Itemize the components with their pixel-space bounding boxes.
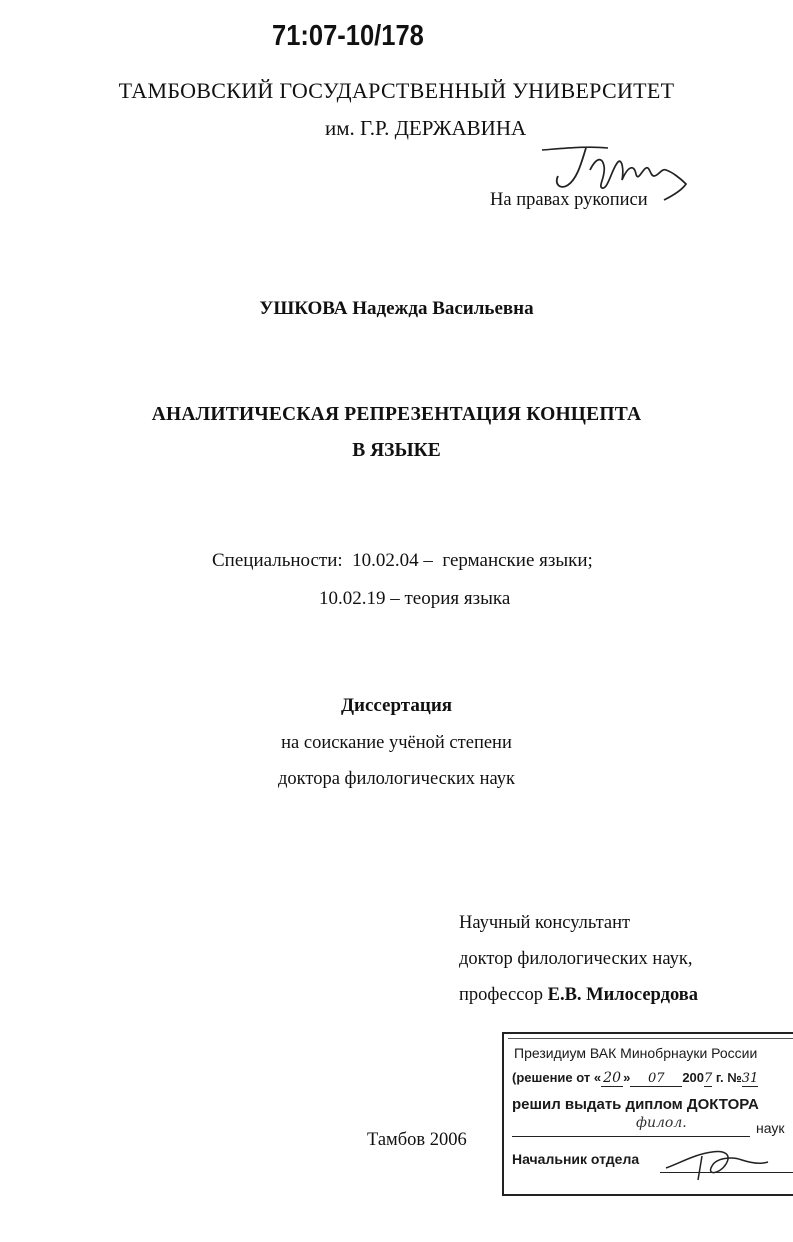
stamp-handwritten-field: филол. (636, 1115, 687, 1131)
registration-number: 71:07-10/178 (272, 20, 424, 52)
stamp-line2 (512, 1070, 758, 1087)
consultant-name: Е.В. Милосердова (547, 985, 698, 1005)
stamp-decision-year-digit: 7 (704, 1071, 713, 1086)
vak-stamp-inner-border (508, 1038, 793, 1040)
consultant-title-prefix: профессор (459, 985, 548, 1005)
dissertation-title-line2: В ЯЗЫКЕ (352, 440, 441, 461)
university-named-after: им. Г.Р. ДЕРЖАВИНА (325, 116, 527, 140)
stamp-line1: Президиум ВАК Минобрнауки России (514, 1045, 758, 1061)
document-type-heading: Диссертация (340, 695, 453, 716)
stamp-decision-mid: » (623, 1070, 631, 1085)
stamp-field-underline (512, 1136, 750, 1137)
specialties-line1: Специальности: 10.02.04 – германские языки; (212, 550, 593, 571)
consultant-degree: доктор филологических наук, (459, 949, 693, 969)
stamp-decision-day: 20 (601, 1070, 623, 1087)
stamp-signature (662, 1142, 772, 1182)
stamp-decision-month: 07 (630, 1071, 682, 1087)
specialties-line2: 10.02.19 – теория языка (319, 588, 511, 609)
degree-line2: доктора филологических наук (277, 769, 516, 789)
manuscript-note: На правах рукописи (490, 190, 648, 210)
stamp-decision-number-label: г. № (712, 1070, 742, 1085)
stamp-line5: Начальник отдела (512, 1151, 640, 1167)
consultant-role: Научный консультант (459, 913, 631, 933)
university-name: ТАМБОВСКИЙ ГОСУДАРСТВЕННЫЙ УНИВЕРСИТЕТ (118, 78, 675, 103)
stamp-decision-prefix: (решение от « (512, 1070, 602, 1085)
author-name: УШКОВА Надежда Васильевна (259, 298, 534, 319)
consultant-title (459, 985, 698, 1006)
stamp-decision-year-prefix: 200 (682, 1070, 705, 1085)
stamp-decision-number: 31 (741, 1071, 759, 1086)
dissertation-title-line1: АНАЛИТИЧЕСКАЯ РЕПРЕЗЕНТАЦИЯ КОНЦЕПТА (151, 404, 642, 425)
stamp-line3: решил выдать диплом ДОКТОРА (512, 1096, 759, 1113)
degree-line1: на соискание учёной степени (281, 733, 512, 753)
place-year: Тамбов 2006 (367, 1130, 467, 1150)
stamp-line4-suffix: наук (756, 1120, 785, 1136)
